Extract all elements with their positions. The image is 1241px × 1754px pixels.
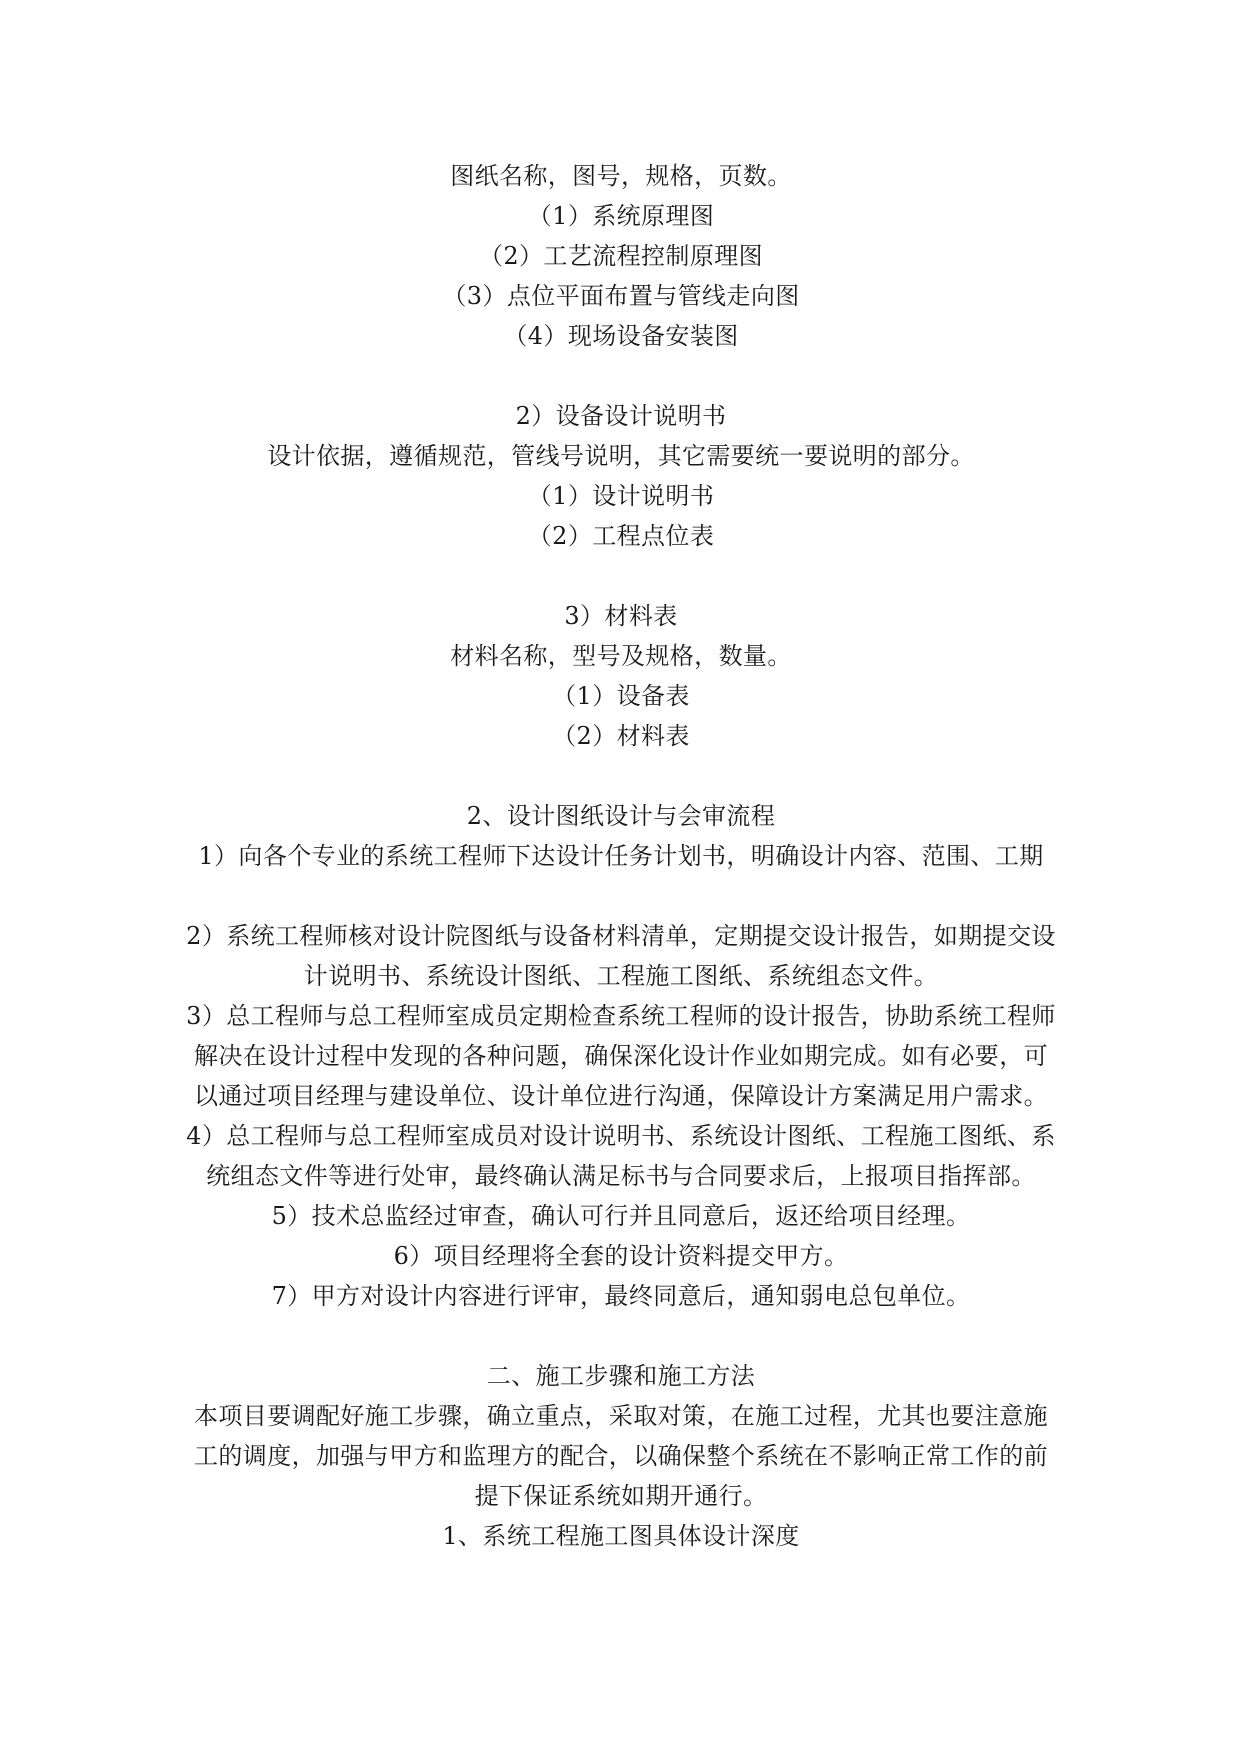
spec-intro: 设计依据，遵循规范，管线号说明，其它需要统一要说明的部分。 [267, 442, 975, 470]
drawing-item-4: （4）现场设备安装图 [503, 322, 739, 350]
materials-intro: 材料名称，型号及规格，数量。 [450, 642, 792, 670]
review-step-6: 6）项目经理将全套的设计资料提交甲方。 [393, 1242, 849, 1270]
drawing-item-3: （3）点位平面布置与管线走向图 [442, 282, 800, 310]
spec-item-2: （2）工程点位表 [527, 522, 715, 550]
materials-item-2: （2）材料表 [552, 722, 690, 750]
spec-heading: 2）设备设计说明书 [515, 402, 727, 430]
construction-intro: 本项目要调配好施工步骤，确立重点，采取对策，在施工过程，尤其也要注意施工的调度，加强与甲方和监理方的配合，以确保整个系统在不影响正常工作的前提下保证系统如期开通行。 [194, 1402, 1048, 1510]
construction-subheading: 1、系统工程施工图具体设计深度 [442, 1522, 800, 1550]
drawing-item-2: （2）工艺流程控制原理图 [478, 242, 764, 270]
construction-heading: 二、施工步骤和施工方法 [486, 1362, 756, 1390]
drawing-item-1: （1）系统原理图 [527, 202, 715, 230]
review-step-1: 1）向各个专业的系统工程师下达设计任务计划书，明确设计内容、范围、工期 [198, 842, 1044, 870]
drawings-intro: 图纸名称，图号，规格，页数。 [450, 162, 792, 190]
review-step-5: 5）技术总监经过审查，确认可行并且同意后，返还给项目经理。 [271, 1202, 971, 1230]
review-heading: 2、设计图纸设计与会审流程 [466, 802, 776, 830]
materials-heading: 3）材料表 [564, 602, 678, 630]
review-step-3: 3）总工程师与总工程师室成员定期检查系统工程师的设计报告，协助系统工程师解决在设计过程中发现的各种问题，确保深化设计作业如期完成。如有必要，可以通过项目经理与建设单位、设计单位进行沟通，保障设计方案满足用户需求。 [186, 1002, 1056, 1110]
review-step-7: 7）甲方对设计内容进行评审，最终同意后，通知弱电总包单位。 [271, 1282, 971, 1310]
materials-item-1: （1）设备表 [552, 682, 690, 710]
spec-item-1: （1）设计说明书 [527, 482, 715, 510]
review-step-2: 2）系统工程师核对设计院图纸与设备材料清单，定期提交设计报告，如期提交设计说明书、系统设计图纸、工程施工图纸、系统组态文件。 [186, 922, 1056, 990]
review-step-4: 4）总工程师与总工程师室成员对设计说明书、系统设计图纸、工程施工图纸、系统组态文件等进行处审，最终确认满足标书与合同要求后，上报项目指挥部。 [186, 1122, 1056, 1190]
